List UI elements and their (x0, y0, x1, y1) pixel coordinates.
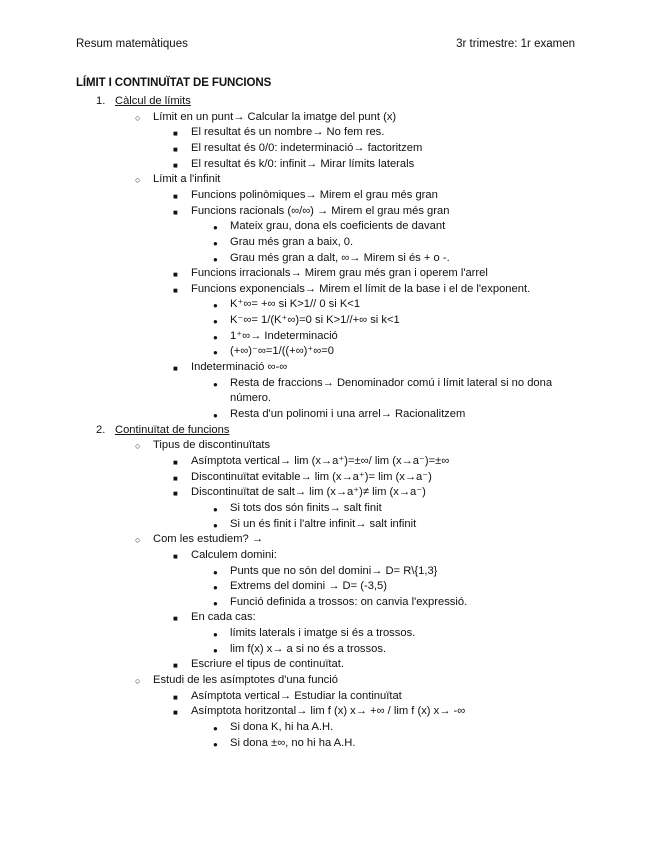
outline-item (213, 720, 334, 734)
outline-item (135, 532, 264, 546)
outline-text: El resultat és k/0: infinit→ Mirar límits laterals (191, 157, 415, 170)
outline-text: Si un és finit i l'altre infinit→ salt infinit (230, 517, 417, 530)
outline-text: Funcions racionals (∞/∞) → Mirem el grau més gran (191, 204, 450, 217)
outline-item (213, 313, 400, 327)
outline-marker: ■ (173, 285, 178, 295)
outline-text: Com les estudiem? → (153, 533, 264, 546)
document-title: LÍMIT I CONTINUÏTAT DE FUNCIONS (76, 77, 272, 89)
outline-text: Grau més gran a baix, 0. (230, 235, 354, 248)
outline-item (213, 517, 417, 531)
outline-text: Asímptota horitzontal→ lim f (x) x→ +∞ / lim f (x) x→ -∞ (191, 705, 466, 718)
outline-item (213, 564, 438, 578)
outline-marker: ● (213, 238, 218, 248)
outline-marker: 1. (96, 95, 106, 107)
outline-text: El resultat és un nombre→ No fem res. (191, 126, 385, 139)
outline-item (173, 704, 466, 718)
header-right: 3r trimestre: 1r examen (456, 38, 575, 50)
outline-text: Asímptota vertical→ Estudiar la continuïtat (191, 689, 402, 702)
outline-text: K⁻∞= 1/(K⁺∞)=0 si K>1//+∞ si k<1 (230, 314, 400, 327)
outline-item (173, 282, 531, 296)
outline-item (173, 454, 450, 468)
outline-text: Si dona ±∞, no hi ha A.H. (230, 736, 356, 749)
outline-item (213, 736, 356, 750)
outline-marker: ■ (173, 708, 178, 718)
outline-item (213, 329, 338, 343)
outline-text: Càlcul de límits (115, 95, 191, 107)
outline-marker: ● (213, 598, 218, 608)
outline-item (173, 141, 423, 155)
outline-marker: ● (213, 645, 218, 655)
outline-item (173, 266, 488, 280)
outline-text: Funcions polinòmiques→ Mirem el grau més gran (191, 188, 438, 201)
outline-text: Límit en un punt→ Calcular la imatge del punt (x) (153, 110, 397, 123)
outline-marker: ● (213, 379, 218, 389)
outline-marker: ■ (173, 364, 178, 374)
outline-item (173, 360, 288, 374)
outline-text: En cada cas: (191, 611, 256, 624)
outline-marker: ■ (173, 457, 178, 467)
outline-text: límits laterals i imatge si és a trossos. (230, 627, 416, 640)
outline-marker: ■ (173, 144, 178, 154)
outline-marker: ● (213, 317, 218, 327)
outline-marker: ■ (173, 551, 178, 561)
outline-marker: ● (213, 223, 218, 233)
outline-item (173, 548, 277, 562)
outline-marker: ■ (173, 614, 178, 624)
outline-text: Si dona K, hi ha A.H. (230, 721, 334, 733)
outline-text: 1⁺∞→ Indeterminació (230, 329, 338, 342)
outline-marker: ○ (135, 535, 141, 546)
outline-marker: ■ (173, 270, 178, 280)
outline-marker: ● (213, 332, 218, 342)
outline-item (135, 110, 397, 124)
outline-text: Funcions irracionals→ Mirem grau més gran i operem l'arrel (191, 267, 488, 280)
outline-marker: ■ (173, 489, 178, 499)
outline-marker: ■ (173, 191, 178, 201)
outline-item (213, 219, 446, 233)
outline-text: Grau més gran a dalt, ∞→ Mirem si és + o -. (230, 251, 450, 264)
outline-item (213, 251, 450, 265)
outline-item (213, 595, 468, 609)
outline-text: K⁺∞= +∞ si K>1// 0 si K<1 (230, 298, 361, 311)
outline-marker: ■ (173, 129, 178, 139)
outline-item (213, 407, 466, 421)
outline-marker: ○ (135, 441, 141, 452)
outline-text: Funcions exponencials→ Mirem el límit de la base i el de l'exponent. (191, 282, 531, 295)
outline-item (173, 610, 256, 624)
outline-text: Escriure el tipus de continuïtat. (191, 658, 344, 671)
outline-item (135, 172, 221, 186)
outline-marker: ● (213, 520, 218, 530)
outline-marker: ● (213, 724, 218, 733)
outline-text: Tipus de discontinuïtats (153, 439, 271, 452)
outline-marker: ■ (173, 160, 178, 170)
outline-item (213, 642, 387, 656)
outline-item (173, 485, 426, 499)
outline-item (213, 376, 553, 390)
outline-marker: ● (213, 630, 218, 640)
outline-item (96, 94, 191, 108)
outline-text: (+∞)⁻∞=1/((+∞)⁺∞=0 (230, 345, 335, 358)
outline-item (173, 204, 450, 218)
outline-item (213, 626, 416, 640)
outline-text: Indeterminació ∞-∞ (191, 361, 288, 374)
outline-text: Límit a l'infinit (153, 173, 221, 186)
outline-text: Resta de fraccions→ Denominador comú i límit lateral si no dona (230, 376, 553, 389)
outline-text: Asímptota vertical→ lim (x→a⁺)=±∞/ lim (x→a⁻)=±∞ (191, 454, 450, 467)
header-left: Resum matemàtiques (76, 38, 188, 50)
outline-item (213, 297, 361, 311)
outline-item (213, 235, 354, 249)
outline-marker: ○ (135, 175, 141, 186)
outline-text: Discontinuïtat evitable→ lim (x→a⁺)= lim (x→a⁻) (191, 470, 432, 483)
outline-text: Punts que no són del domini→ D= R\{1,3} (230, 564, 438, 577)
outline-item (173, 157, 415, 171)
outline-text: Mateix grau, dona els coeficients de davant (230, 220, 446, 233)
outline-item (213, 344, 335, 358)
outline-item (135, 438, 271, 452)
outline-text: Continuïtat de funcions (115, 423, 230, 436)
outline-marker: ○ (135, 676, 141, 687)
outline-text: Discontinuïtat de salt→ lim (x→a⁺)≠ lim (x→a⁻) (191, 486, 426, 499)
outline-item (173, 470, 432, 484)
outline-text: Calculem domini: (191, 548, 277, 561)
outline-marker: ○ (135, 112, 141, 123)
outline-marker: ● (213, 583, 218, 593)
outline-text: Estudi de les asímptotes d'una funció (153, 674, 338, 687)
outline-marker: 2. (96, 423, 106, 436)
outline-marker: ● (213, 504, 218, 514)
outline-item (135, 673, 338, 687)
outline-item (96, 423, 230, 437)
outline-item (213, 579, 387, 593)
outline-item (173, 689, 402, 703)
outline-item (173, 125, 385, 139)
outline-marker: ● (213, 348, 218, 358)
outline-text: El resultat és 0/0: indeterminació→ factoritzem (191, 141, 423, 154)
outline-marker: ● (213, 254, 218, 264)
outline-text: número. (230, 392, 272, 405)
outline-marker: ■ (173, 692, 178, 702)
outline-item (230, 391, 271, 405)
outline-marker: ● (213, 567, 218, 577)
outline-marker: ■ (173, 661, 178, 671)
outline-marker: ● (213, 301, 218, 311)
outline-item (173, 188, 438, 202)
outline-marker: ● (213, 739, 218, 749)
outline-item (213, 501, 382, 515)
outline-text: Resta d'un polinomi i una arrel→ Racionalitzem (230, 408, 466, 420)
outline-text: Extrems del domini → D= (-3,5) (230, 580, 387, 593)
outline-text: lim f(x) x→ a si no és a trossos. (230, 642, 387, 655)
outline-item (173, 657, 344, 671)
outline-text: Funció definida a trossos: on canvia l'expressió. (230, 595, 468, 608)
outline-marker: ■ (173, 473, 178, 483)
outline-marker: ● (213, 411, 218, 420)
outline-text: Si tots dos són finits→ salt finit (230, 501, 382, 514)
outline-marker: ■ (173, 207, 178, 217)
